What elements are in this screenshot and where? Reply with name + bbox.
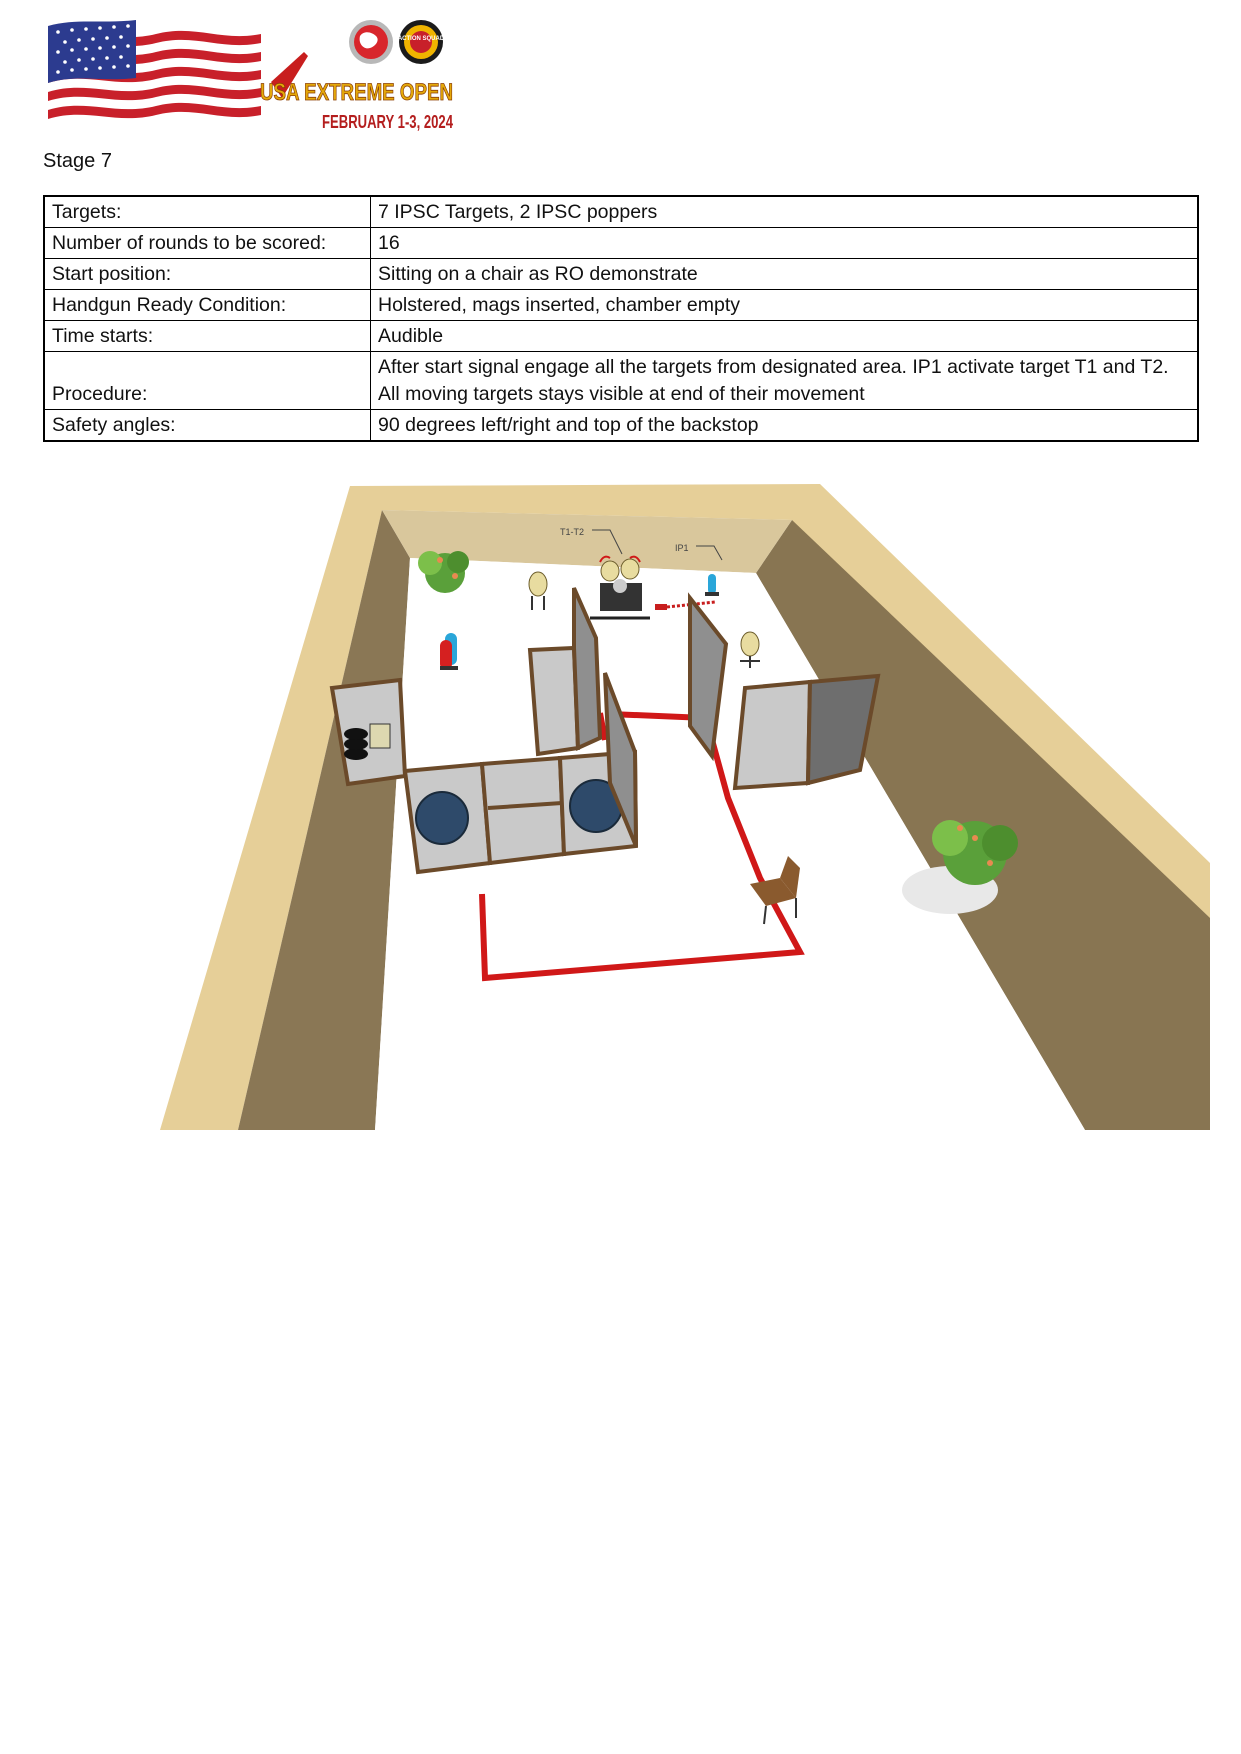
procedure-label: Procedure: (44, 352, 371, 410)
us-flag-icon (48, 19, 261, 128)
procedure-value: After start signal engage all the targets from designated area. IP1 activate target T1 and T2. All moving targets stays visible at end of their movement (371, 352, 1199, 410)
table-row (44, 228, 1198, 259)
start-position-label: Start position: (44, 259, 371, 290)
targets-value: 7 IPSC Targets, 2 IPSC poppers (371, 196, 1199, 228)
table-row (44, 290, 1198, 321)
svg-text:ACTION SQUAD: ACTION SQUAD (397, 36, 445, 42)
event-logo (46, 12, 456, 142)
logo-dates: FEBRUARY 1-3, 2024 (322, 112, 453, 132)
table-row (44, 196, 1198, 228)
table-row (44, 352, 1198, 410)
rounds-label: Number of rounds to be scored: (44, 228, 371, 259)
action-squad-badge-icon (398, 20, 445, 64)
start-position-value: Sitting on a chair as RO demonstrate (371, 259, 1199, 290)
safety-angles-value: 90 degrees left/right and top of the backstop (371, 410, 1199, 442)
ready-condition-value: Holstered, mags inserted, chamber empty (371, 290, 1199, 321)
targets-label: Targets: (44, 196, 371, 228)
ip1-label: IP1 (675, 543, 689, 553)
stage-info-table (43, 195, 1199, 442)
logo-title: USA EXTREME OPEN (260, 79, 453, 106)
globe-badge-icon (349, 20, 393, 64)
safety-angles-label: Safety angles: (44, 410, 371, 442)
table-row (44, 410, 1198, 442)
table-row (44, 259, 1198, 290)
time-starts-value: Audible (371, 321, 1199, 352)
table-row (44, 321, 1198, 352)
rounds-value: 16 (371, 228, 1199, 259)
ready-condition-label: Handgun Ready Condition: (44, 290, 371, 321)
t1-t2-label: T1-T2 (560, 527, 585, 537)
stage-title: Stage 7 (43, 150, 112, 172)
stage-diagram (160, 478, 1210, 1134)
time-starts-label: Time starts: (44, 321, 371, 352)
